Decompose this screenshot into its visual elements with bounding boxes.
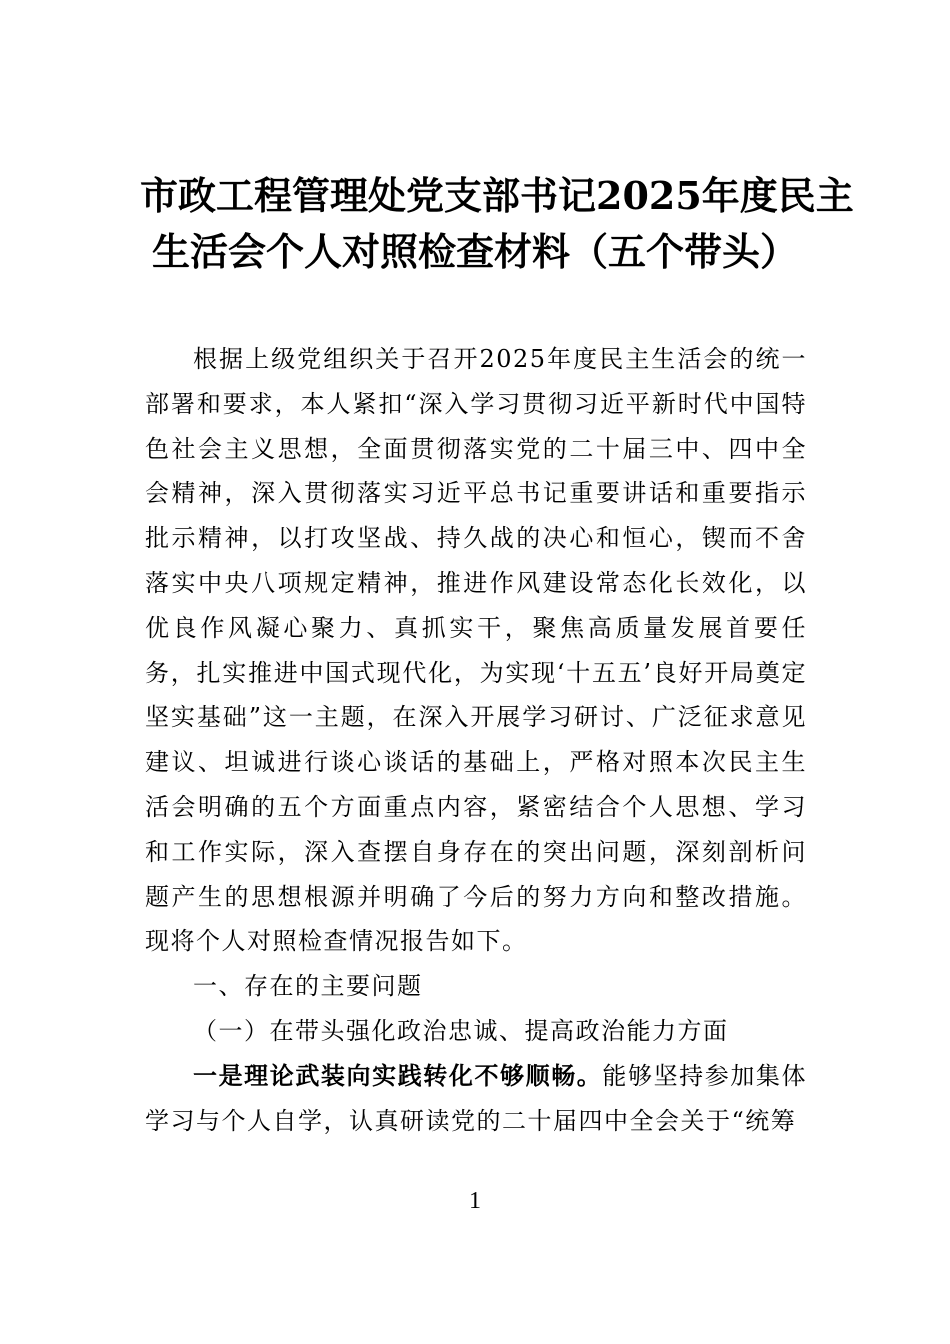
point-lead: 一是理论武装向实践转化不够顺畅。 bbox=[193, 1060, 603, 1090]
point-text: 能够坚持参加集体学习与个人自学，认真研读党的二十届四中全会关于“统筹 bbox=[145, 1061, 807, 1135]
page-number: 1 bbox=[469, 1188, 481, 1214]
document-body bbox=[145, 337, 807, 1143]
subsection-heading: （一）在带头强化政治忠诚、提高政治能力方面 bbox=[193, 1016, 729, 1045]
title-line-1: 市政工程管理处党支部书记2025年度民主 bbox=[140, 173, 854, 218]
intro-paragraph: 根据上级党组织关于召开2025年度民主生活会的统一部署和要求，本人紧扣“深入学习贯彻习近平新时代中国特色社会主义思想，全面贯彻落实党的二十届三中、四中全会精神，深入贯彻落实习近平总书记重要讲话和重要指示批示精神，以打攻坚战、持久战的决心和恒心，锲而不舍落实中央八项规定精神，推进作风建设常态化长效化，以优良作风凝心聚力、真抓实干，聚焦高质量发展首要任务，扎实推进中国式现代化，为实现‘十五五’良好开局奠定坚实基础”这一主题，在深入开展学习研讨、广泛征求意见建议、坦诚进行谈心谈话的基础上，严格对照本次民主生活会明确的五个方面重点内容，紧密结合个人思想、学习和工作实际，深入查摆自身存在的突出问题，深刻剖析问题产生的思想根源并明确了今后的努力方向和整改措施。现将个人对照检查情况报告如下。 bbox=[145, 345, 807, 956]
title-line-2: 生活会个人对照检查材料（五个带头） bbox=[151, 229, 798, 274]
point-paragraph bbox=[145, 1054, 807, 1144]
section-heading: 一、存在的主要问题 bbox=[193, 972, 423, 1001]
document-title bbox=[140, 168, 854, 280]
